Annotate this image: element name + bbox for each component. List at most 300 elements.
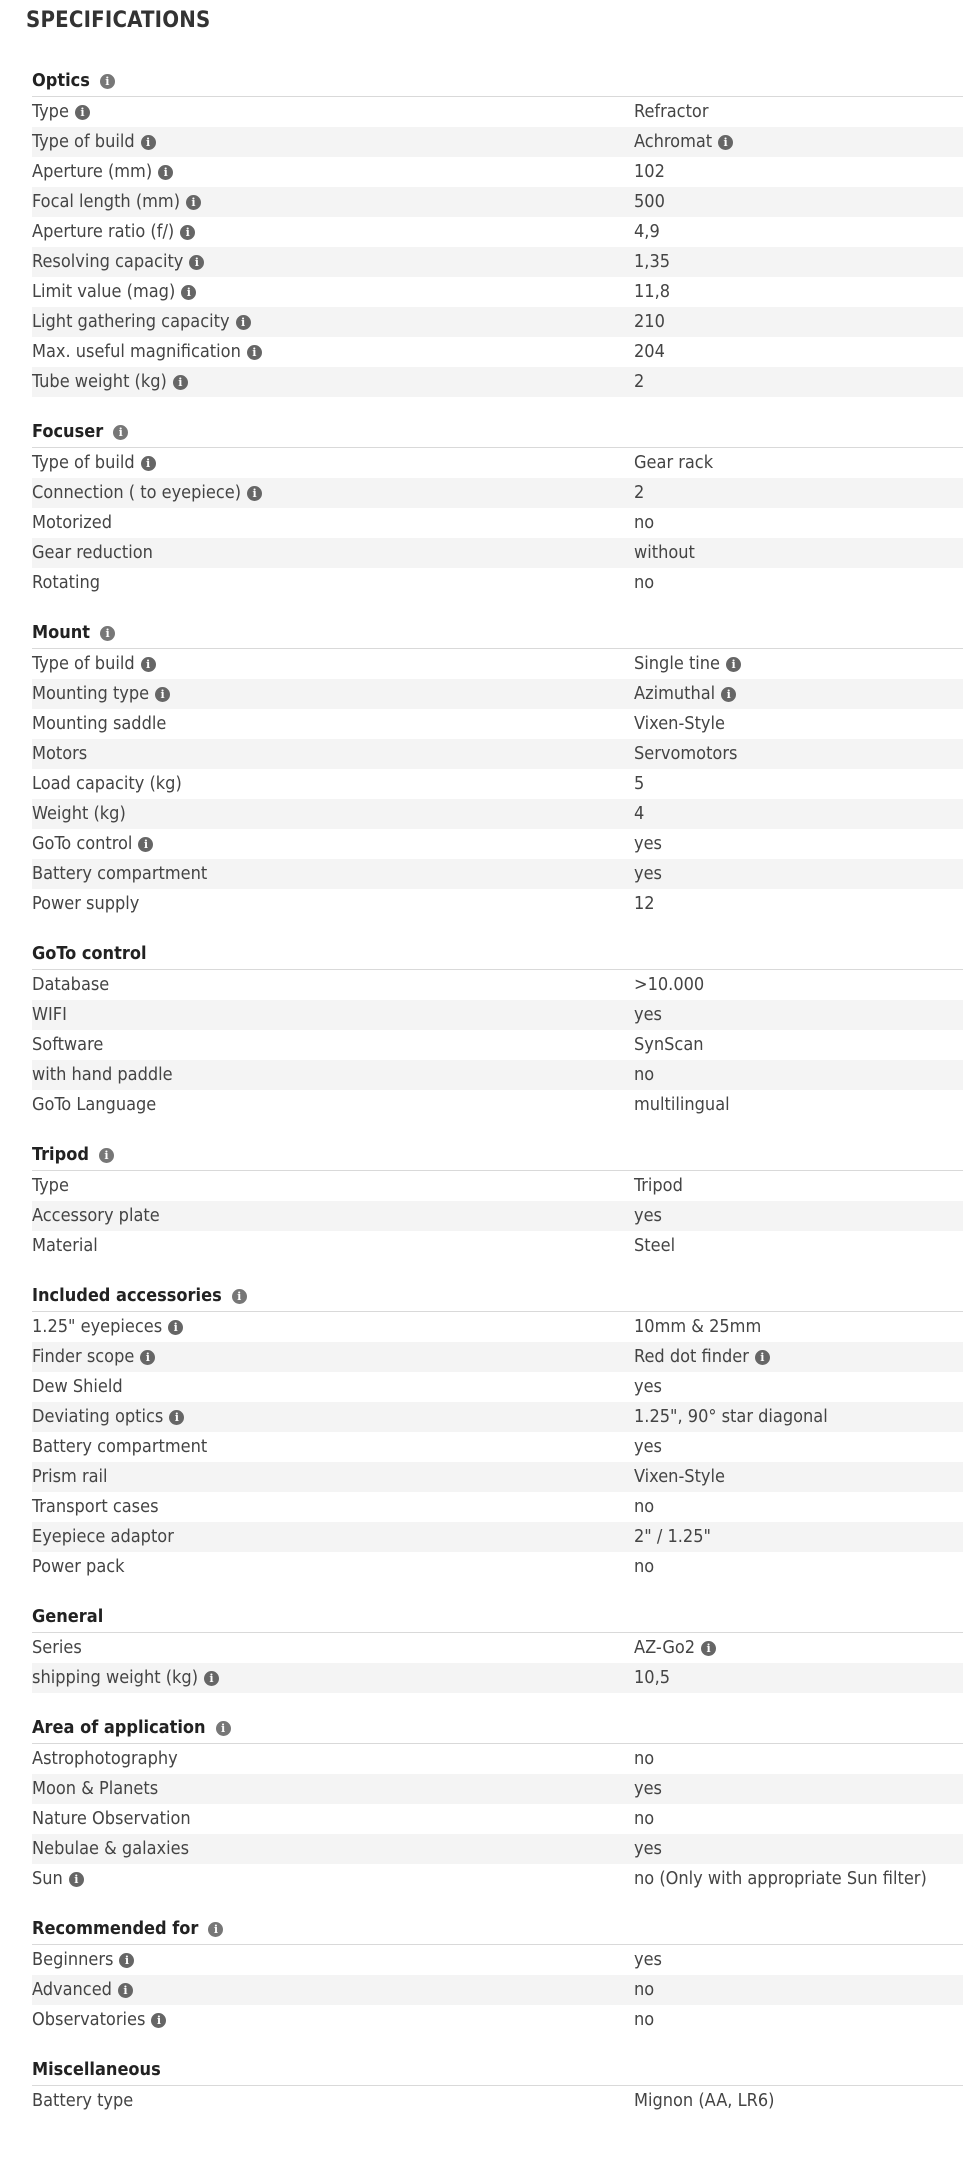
spec-label xyxy=(32,277,634,307)
section-title xyxy=(32,417,963,448)
spec-value-text: 5 xyxy=(634,773,645,794)
spec-row xyxy=(32,1201,963,1231)
spec-label-text: Finder scope xyxy=(32,1346,135,1367)
section-rows xyxy=(32,649,963,919)
spec-label-text: Aperture (mm) xyxy=(32,161,153,182)
spec-row xyxy=(32,1000,963,1030)
spec-value xyxy=(634,1171,963,1201)
spec-label-text: Light gathering capacity xyxy=(32,311,230,332)
specifications-table xyxy=(32,66,963,2136)
spec-label-text: Power supply xyxy=(32,893,140,914)
spec-value-text: 102 xyxy=(634,161,665,182)
info-icon[interactable]: i xyxy=(208,1922,223,1937)
spec-value xyxy=(634,157,963,187)
spec-value-text: SynScan xyxy=(634,1034,704,1055)
spec-label-text: Connection ( to eyepiece) xyxy=(32,482,242,503)
spec-label-text: 1.25" eyepieces xyxy=(32,1316,163,1337)
section-title xyxy=(32,1140,963,1171)
spec-row xyxy=(32,277,963,307)
spec-label-text: Software xyxy=(32,1034,104,1055)
spec-value-text: 12 xyxy=(634,893,655,914)
spec-row xyxy=(32,1342,963,1372)
spec-value xyxy=(634,1462,963,1492)
spec-row xyxy=(32,367,963,397)
spec-value-text: 1.25", 90° star diagonal xyxy=(634,1406,828,1427)
page-title: SPECIFICATIONS xyxy=(26,8,211,33)
spec-value-text: no xyxy=(634,2009,655,2030)
spec-label xyxy=(32,1663,634,1693)
spec-value-text: no xyxy=(634,1748,655,1769)
spec-value-text: Azimuthal xyxy=(634,683,716,704)
spec-label xyxy=(32,217,634,247)
spec-row xyxy=(32,1945,963,1975)
spec-label xyxy=(32,1633,634,1663)
info-icon[interactable]: i xyxy=(181,285,196,300)
spec-label xyxy=(32,2005,634,2035)
spec-value-text: yes xyxy=(634,1778,662,1799)
spec-value xyxy=(634,889,963,919)
spec-value-text: Vixen-Style xyxy=(634,1466,725,1487)
info-icon[interactable]: i xyxy=(100,626,115,641)
info-icon[interactable]: i xyxy=(701,1641,716,1656)
spec-label xyxy=(32,2086,634,2116)
spec-row xyxy=(32,679,963,709)
spec-label xyxy=(32,568,634,598)
spec-value-text: no xyxy=(634,1979,655,2000)
spec-value-text: Steel xyxy=(634,1235,676,1256)
spec-value xyxy=(634,127,963,157)
spec-label-text: shipping weight (kg) xyxy=(32,1667,199,1688)
info-icon[interactable]: i xyxy=(189,255,204,270)
info-icon[interactable]: i xyxy=(118,1983,133,1998)
spec-label-text: Motors xyxy=(32,743,88,764)
section-title xyxy=(32,1281,963,1312)
spec-row xyxy=(32,1090,963,1120)
spec-value xyxy=(634,829,963,859)
spec-label-text: Type xyxy=(32,1175,69,1196)
spec-value xyxy=(634,1030,963,1060)
spec-label-text: Aperture ratio (f/) xyxy=(32,221,175,242)
spec-label-text: Beginners xyxy=(32,1949,114,1970)
info-icon[interactable]: i xyxy=(100,74,115,89)
section-title xyxy=(32,939,963,970)
spec-row xyxy=(32,859,963,889)
spec-label-text: Transport cases xyxy=(32,1496,159,1517)
spec-label xyxy=(32,1744,634,1774)
spec-row xyxy=(32,829,963,859)
spec-label xyxy=(32,538,634,568)
spec-label-text: Nature Observation xyxy=(32,1808,191,1829)
spec-row xyxy=(32,1372,963,1402)
spec-label-text: Advanced xyxy=(32,1979,112,2000)
info-icon[interactable]: i xyxy=(168,1320,183,1335)
info-icon[interactable]: i xyxy=(247,486,262,501)
section-rows xyxy=(32,97,963,397)
spec-value xyxy=(634,739,963,769)
spec-value xyxy=(634,1834,963,1864)
section-title-text: Recommended for xyxy=(32,1918,199,1939)
section-rows xyxy=(32,2086,963,2116)
spec-label xyxy=(32,679,634,709)
spec-row xyxy=(32,2086,963,2116)
info-icon[interactable]: i xyxy=(151,2013,166,2028)
section-rows xyxy=(32,1171,963,1261)
spec-value-text: Single tine xyxy=(634,653,721,674)
spec-value xyxy=(634,1492,963,1522)
spec-value xyxy=(634,1663,963,1693)
spec-value xyxy=(634,478,963,508)
spec-value xyxy=(634,859,963,889)
spec-label-text: GoTo control xyxy=(32,833,133,854)
spec-value-text: yes xyxy=(634,1376,662,1397)
spec-value-text: Achromat xyxy=(634,131,713,152)
section-tripod xyxy=(32,1140,963,1261)
spec-row xyxy=(32,970,963,1000)
spec-value-text: 500 xyxy=(634,191,665,212)
info-icon[interactable]: i xyxy=(173,375,188,390)
spec-row xyxy=(32,1171,963,1201)
info-icon[interactable]: i xyxy=(247,345,262,360)
spec-value-text: 10mm & 25mm xyxy=(634,1316,762,1337)
spec-value xyxy=(634,1402,963,1432)
spec-value xyxy=(634,1060,963,1090)
spec-row xyxy=(32,1231,963,1261)
spec-row xyxy=(32,1312,963,1342)
spec-row xyxy=(32,127,963,157)
spec-row xyxy=(32,1633,963,1663)
info-icon[interactable]: i xyxy=(69,1872,84,1887)
info-icon[interactable]: i xyxy=(232,1289,247,1304)
spec-row xyxy=(32,1744,963,1774)
spec-row xyxy=(32,889,963,919)
spec-label xyxy=(32,889,634,919)
spec-row xyxy=(32,307,963,337)
spec-row xyxy=(32,1522,963,1552)
spec-row xyxy=(32,799,963,829)
spec-value xyxy=(634,709,963,739)
spec-row xyxy=(32,97,963,127)
info-icon[interactable]: i xyxy=(119,1953,134,1968)
spec-label-text: Type of build xyxy=(32,653,135,674)
spec-value xyxy=(634,1744,963,1774)
section-title-text: General xyxy=(32,1606,104,1627)
spec-row xyxy=(32,739,963,769)
spec-label-text: Focal length (mm) xyxy=(32,191,181,212)
spec-value xyxy=(634,538,963,568)
info-icon[interactable]: i xyxy=(141,657,156,672)
spec-label xyxy=(32,1090,634,1120)
spec-value xyxy=(634,307,963,337)
spec-label xyxy=(32,1342,634,1372)
spec-value xyxy=(634,1000,963,1030)
info-icon[interactable]: i xyxy=(140,1350,155,1365)
info-icon[interactable]: i xyxy=(158,165,173,180)
section-rows xyxy=(32,448,963,598)
spec-value xyxy=(634,1231,963,1261)
spec-label-text: Nebulae & galaxies xyxy=(32,1838,190,1859)
info-icon[interactable]: i xyxy=(718,135,733,150)
section-rows xyxy=(32,970,963,1120)
spec-value-text: yes xyxy=(634,1004,662,1025)
info-icon[interactable]: i xyxy=(141,456,156,471)
info-icon[interactable]: i xyxy=(755,1350,770,1365)
spec-value-text: 204 xyxy=(634,341,665,362)
spec-value-text: no xyxy=(634,1064,655,1085)
spec-value xyxy=(634,508,963,538)
spec-label xyxy=(32,1492,634,1522)
spec-label xyxy=(32,337,634,367)
section-title-text: Optics xyxy=(32,70,90,91)
spec-value xyxy=(634,679,963,709)
spec-value xyxy=(634,649,963,679)
spec-label xyxy=(32,1432,634,1462)
spec-value-text: Gear rack xyxy=(634,452,714,473)
spec-row xyxy=(32,157,963,187)
spec-label xyxy=(32,709,634,739)
spec-row xyxy=(32,448,963,478)
spec-value-text: yes xyxy=(634,863,662,884)
info-icon[interactable]: i xyxy=(180,225,195,240)
spec-value-text: 210 xyxy=(634,311,665,332)
section-title xyxy=(32,2055,963,2086)
spec-value xyxy=(634,1312,963,1342)
spec-label-text: Observatories xyxy=(32,2009,146,2030)
spec-label-text: Limit value (mag) xyxy=(32,281,176,302)
spec-label xyxy=(32,97,634,127)
spec-label-text: Accessory plate xyxy=(32,1205,160,1226)
spec-value-text: Red dot finder xyxy=(634,1346,749,1367)
spec-row xyxy=(32,478,963,508)
spec-label-text: GoTo Language xyxy=(32,1094,157,1115)
spec-label-text: Sun xyxy=(32,1868,63,1889)
spec-label xyxy=(32,157,634,187)
spec-label-text: Gear reduction xyxy=(32,542,153,563)
spec-label xyxy=(32,1030,634,1060)
spec-label xyxy=(32,1864,634,1894)
spec-value xyxy=(634,1945,963,1975)
spec-label xyxy=(32,1975,634,2005)
spec-label-text: Eyepiece adaptor xyxy=(32,1526,174,1547)
section-goto-control xyxy=(32,939,963,1120)
spec-label-text: WIFI xyxy=(32,1004,67,1025)
spec-value-text: yes xyxy=(634,1949,662,1970)
spec-value xyxy=(634,277,963,307)
spec-label xyxy=(32,739,634,769)
spec-value xyxy=(634,1804,963,1834)
section-title-text: Area of application xyxy=(32,1717,206,1738)
spec-value xyxy=(634,1522,963,1552)
section-area-of-application xyxy=(32,1713,963,1894)
section-title xyxy=(32,1713,963,1744)
spec-value xyxy=(634,1432,963,1462)
info-icon[interactable]: i xyxy=(75,105,90,120)
spec-value xyxy=(634,769,963,799)
spec-label-text: Power pack xyxy=(32,1556,125,1577)
spec-label xyxy=(32,769,634,799)
spec-label-text: Database xyxy=(32,974,110,995)
spec-label-text: Rotating xyxy=(32,572,101,593)
spec-value-text: Mignon (AA, LR6) xyxy=(634,2090,775,2111)
spec-row xyxy=(32,649,963,679)
spec-value xyxy=(634,1201,963,1231)
spec-label-text: Type of build xyxy=(32,131,135,152)
section-general xyxy=(32,1602,963,1693)
spec-row xyxy=(32,1492,963,1522)
section-focuser xyxy=(32,417,963,598)
info-icon[interactable]: i xyxy=(169,1410,184,1425)
info-icon[interactable]: i xyxy=(721,687,736,702)
spec-label xyxy=(32,187,634,217)
info-icon[interactable]: i xyxy=(216,1721,231,1736)
spec-value-text: >10.000 xyxy=(634,974,705,995)
spec-value-text: no xyxy=(634,572,655,593)
spec-label xyxy=(32,448,634,478)
spec-row xyxy=(32,1462,963,1492)
info-icon[interactable]: i xyxy=(138,837,153,852)
spec-label-text: Resolving capacity xyxy=(32,251,184,272)
spec-value-text: 2" / 1.25" xyxy=(634,1526,711,1547)
spec-value xyxy=(634,568,963,598)
info-icon[interactable]: i xyxy=(141,135,156,150)
spec-label-text: Prism rail xyxy=(32,1466,108,1487)
spec-label-text: Motorized xyxy=(32,512,113,533)
spec-row xyxy=(32,709,963,739)
spec-label xyxy=(32,1402,634,1432)
spec-value xyxy=(634,2086,963,2116)
spec-value xyxy=(634,1342,963,1372)
info-icon[interactable]: i xyxy=(155,687,170,702)
spec-row xyxy=(32,1975,963,2005)
spec-value xyxy=(634,1975,963,2005)
spec-value-text: 4 xyxy=(634,803,645,824)
spec-value xyxy=(634,1774,963,1804)
info-icon[interactable]: i xyxy=(726,657,741,672)
spec-value-text: 2 xyxy=(634,371,645,392)
spec-row xyxy=(32,1864,963,1894)
spec-value-text: no xyxy=(634,512,655,533)
spec-value xyxy=(634,367,963,397)
spec-value xyxy=(634,2005,963,2035)
spec-label-text: Battery compartment xyxy=(32,863,208,884)
spec-value xyxy=(634,187,963,217)
spec-value-text: no xyxy=(634,1496,655,1517)
spec-value xyxy=(634,1864,963,1894)
spec-value-text: 1,35 xyxy=(634,251,671,272)
spec-label-text: Astrophotography xyxy=(32,1748,178,1769)
info-icon[interactable]: i xyxy=(236,315,251,330)
section-included-accessories xyxy=(32,1281,963,1582)
spec-value xyxy=(634,247,963,277)
spec-value xyxy=(634,1372,963,1402)
spec-value-text: yes xyxy=(634,1205,662,1226)
spec-label-text: Series xyxy=(32,1637,82,1658)
section-rows xyxy=(32,1633,963,1693)
spec-row xyxy=(32,538,963,568)
spec-row xyxy=(32,217,963,247)
spec-label xyxy=(32,367,634,397)
spec-label-text: Mounting saddle xyxy=(32,713,167,734)
spec-value-text: 2 xyxy=(634,482,645,503)
spec-label xyxy=(32,1372,634,1402)
section-recommended-for xyxy=(32,1914,963,2035)
spec-value-text: Refractor xyxy=(634,101,709,122)
spec-label-text: Battery type xyxy=(32,2090,134,2111)
spec-row xyxy=(32,1432,963,1462)
spec-row xyxy=(32,1402,963,1432)
spec-row xyxy=(32,1804,963,1834)
spec-value-text: no xyxy=(634,1556,655,1577)
spec-row xyxy=(32,1060,963,1090)
section-title-text: Included accessories xyxy=(32,1285,222,1306)
spec-value-text: yes xyxy=(634,833,662,854)
spec-label xyxy=(32,1231,634,1261)
spec-value xyxy=(634,970,963,1000)
spec-label-text: Tube weight (kg) xyxy=(32,371,167,392)
section-title xyxy=(32,66,963,97)
section-optics xyxy=(32,66,963,397)
spec-label-text: Mounting type xyxy=(32,683,150,704)
spec-label xyxy=(32,1552,634,1582)
section-title-text: GoTo control xyxy=(32,943,147,964)
info-icon[interactable]: i xyxy=(99,1148,114,1163)
info-icon[interactable]: i xyxy=(113,425,128,440)
section-title-text: Mount xyxy=(32,622,91,643)
spec-label-text: Battery compartment xyxy=(32,1436,208,1457)
spec-row xyxy=(32,508,963,538)
spec-label xyxy=(32,970,634,1000)
spec-label xyxy=(32,829,634,859)
section-title-text: Focuser xyxy=(32,421,104,442)
spec-row xyxy=(32,337,963,367)
spec-label-text: Weight (kg) xyxy=(32,803,126,824)
spec-label xyxy=(32,1201,634,1231)
spec-label xyxy=(32,508,634,538)
spec-label-text: Deviating optics xyxy=(32,1406,164,1427)
spec-label xyxy=(32,649,634,679)
spec-label-text: Type of build xyxy=(32,452,135,473)
spec-row xyxy=(32,1834,963,1864)
spec-row xyxy=(32,247,963,277)
section-rows xyxy=(32,1945,963,2035)
spec-value-text: yes xyxy=(634,1436,662,1457)
spec-value-text: without xyxy=(634,542,695,563)
section-title xyxy=(32,618,963,649)
spec-value xyxy=(634,1090,963,1120)
spec-value-text: 10,5 xyxy=(634,1667,671,1688)
section-title xyxy=(32,1914,963,1945)
spec-value-text: Tripod xyxy=(634,1175,683,1196)
info-icon[interactable]: i xyxy=(204,1671,219,1686)
spec-label xyxy=(32,859,634,889)
spec-label xyxy=(32,1834,634,1864)
spec-label xyxy=(32,1774,634,1804)
spec-label xyxy=(32,247,634,277)
section-rows xyxy=(32,1312,963,1582)
spec-value xyxy=(634,799,963,829)
spec-label xyxy=(32,1312,634,1342)
spec-label xyxy=(32,1804,634,1834)
spec-label-text: Load capacity (kg) xyxy=(32,773,182,794)
spec-label xyxy=(32,1945,634,1975)
spec-value-text: multilingual xyxy=(634,1094,730,1115)
section-rows xyxy=(32,1744,963,1894)
spec-value-text: 4,9 xyxy=(634,221,660,242)
spec-label xyxy=(32,1462,634,1492)
spec-row xyxy=(32,2005,963,2035)
info-icon[interactable]: i xyxy=(186,195,201,210)
spec-row xyxy=(32,187,963,217)
spec-value xyxy=(634,1633,963,1663)
